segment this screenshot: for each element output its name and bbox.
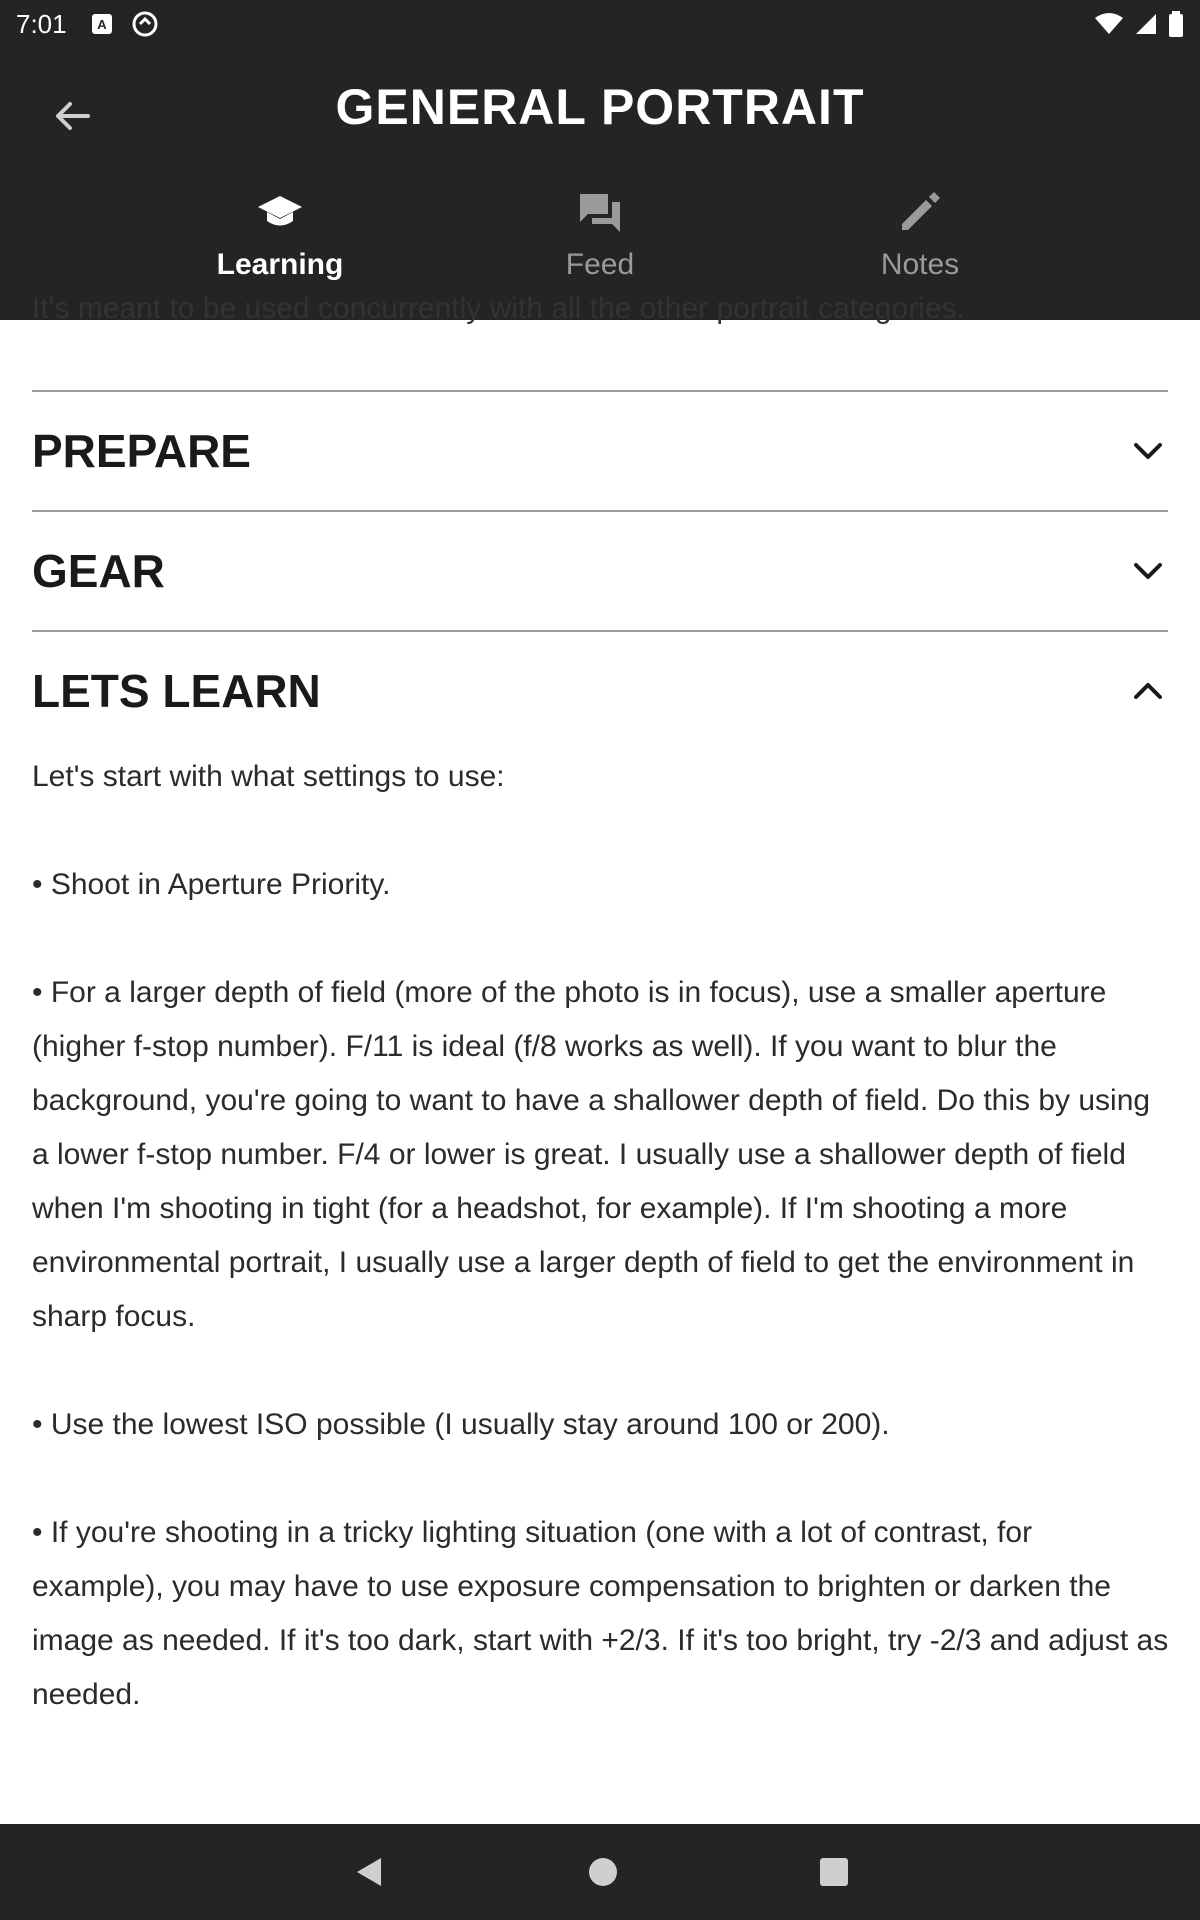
tab-bar xyxy=(120,188,1080,308)
paragraph: • Shoot in Aperture Priority. xyxy=(32,868,391,901)
content-area[interactable] xyxy=(0,292,1200,1824)
tab-feed-label: Feed xyxy=(565,248,635,281)
graduation-cap-icon xyxy=(256,188,304,236)
paragraph: Let's start with what settings to use: xyxy=(32,760,505,793)
section-title: GEAR xyxy=(32,545,165,597)
tab-learning-label: Learning xyxy=(216,248,344,281)
section-title: PREPARE xyxy=(32,425,251,477)
chevron-up-icon xyxy=(1128,671,1168,711)
pencil-icon xyxy=(896,188,944,236)
notification-icons xyxy=(91,10,159,38)
chevron-down-icon xyxy=(1128,431,1168,471)
lets-learn-body xyxy=(32,750,1172,1722)
section-prepare[interactable] xyxy=(32,392,1168,510)
section-title: LETS LEARN xyxy=(32,665,321,717)
status-bar xyxy=(0,0,1200,48)
status-time: 7:01 xyxy=(16,8,67,39)
tab-learning[interactable] xyxy=(120,188,440,308)
page-title: GENERAL PORTRAIT xyxy=(335,79,865,135)
section-lets-learn[interactable] xyxy=(32,632,1168,750)
nav-recents-icon[interactable] xyxy=(819,1857,849,1887)
system-icons xyxy=(1094,11,1184,37)
section-gear[interactable] xyxy=(32,512,1168,630)
system-nav-bar xyxy=(0,1824,1200,1920)
svg-text:A: A xyxy=(96,17,107,32)
nav-back-icon[interactable] xyxy=(351,1854,387,1890)
intro-text: It's meant to be used concurrently with all the other portrait categories. xyxy=(32,292,965,325)
paragraph: • If you're shooting in a tricky lighting situation (one with a lot of contrast, for example), you may have to use exposure compensation to brighten or darken the image as needed. If it's too dark, start with +2/3. If it's too bright, try -2/3 and adjust as needed. xyxy=(32,1516,1169,1711)
tab-notes[interactable] xyxy=(760,188,1080,308)
paragraph: • Use the lowest ISO possible (I usually stay around 100 or 200). xyxy=(32,1408,890,1441)
chat-bubbles-icon xyxy=(576,188,624,236)
app-bar xyxy=(0,48,1200,320)
wifi-icon xyxy=(1094,12,1124,36)
tab-feed[interactable] xyxy=(440,188,760,308)
chevron-down-icon xyxy=(1128,551,1168,591)
nav-home-icon[interactable] xyxy=(587,1856,619,1888)
sync-notification-icon xyxy=(131,10,159,38)
signal-icon xyxy=(1134,12,1158,36)
tab-notes-label: Notes xyxy=(880,248,960,281)
battery-icon xyxy=(1168,11,1184,37)
a-notification-icon xyxy=(91,13,113,35)
paragraph: • For a larger depth of field (more of the photo is in focus), use a smaller aperture (higher f-stop number). F/11 is ideal (f/8 works as well). If you want to blur the background, you're going to want to have a shallower depth of field. Do this by using a lower f-stop number. F/4 or lower is great. I usually use a shallower depth of field when I'm shooting in tight (for a headshot, for example). If I'm shooting a more environmental portrait, I usually use a larger depth of field to get the environment in sharp focus. xyxy=(32,976,1151,1333)
